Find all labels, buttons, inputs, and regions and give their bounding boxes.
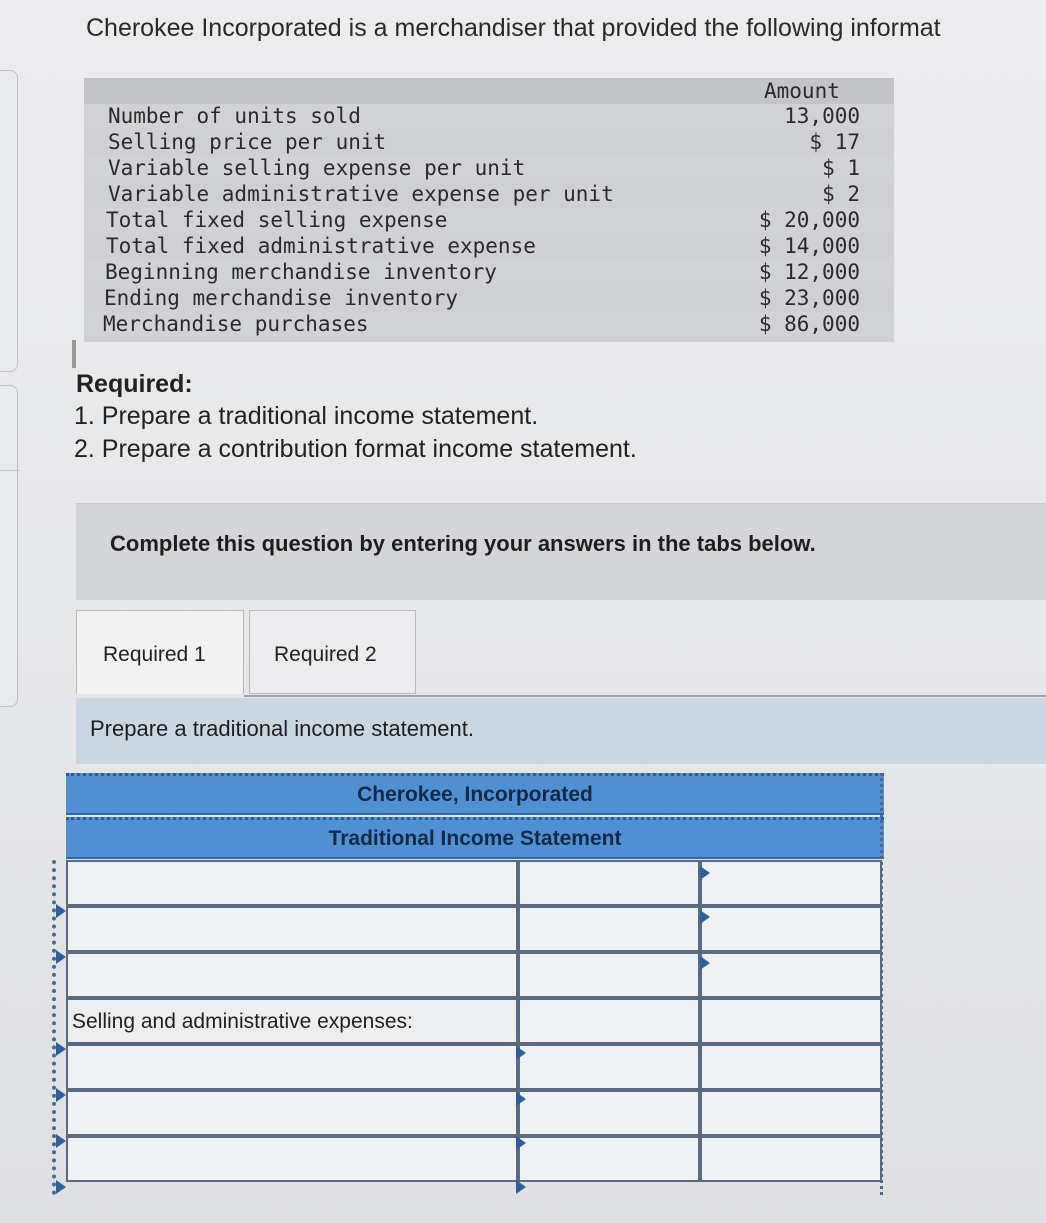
required-item: 2. Prepare a contribution format income statement. (74, 435, 637, 463)
data-row-label: Total fixed administrative expense (106, 234, 536, 258)
instruction-text: Prepare a traditional income statement. (90, 716, 474, 741)
divider (72, 340, 76, 368)
data-row-value: $ 23,000 (758, 286, 860, 310)
caret-right-icon (516, 1180, 526, 1194)
required-heading: Required: (76, 370, 193, 398)
section-label: Selling and administrative expenses: (72, 1010, 413, 1033)
caret-right-icon (56, 904, 66, 918)
amount-column-header: Amount (764, 79, 840, 103)
given-data-table (84, 78, 894, 342)
caret-right-icon (700, 866, 710, 880)
data-row (84, 182, 894, 208)
data-row (84, 208, 894, 234)
caret-right-icon (56, 1088, 66, 1102)
statement-input-cell[interactable] (518, 1136, 700, 1182)
caret-right-icon (56, 1042, 66, 1056)
data-row-value: $ 17 (809, 130, 860, 154)
statement-input-cell[interactable] (700, 1090, 882, 1136)
caret-right-icon (56, 1180, 66, 1194)
background-panel (0, 385, 18, 707)
data-row (84, 234, 894, 260)
required-item: 1. Prepare a traditional income statement. (74, 402, 539, 430)
statement-input-cell[interactable] (518, 906, 700, 952)
data-row (84, 130, 894, 156)
tab-underline (244, 695, 1046, 697)
tab-label: Required 2 (274, 643, 377, 666)
banner-text: Complete this question by entering your answers in the tabs below. (110, 531, 816, 556)
data-row (84, 104, 894, 130)
caret-right-icon (56, 1134, 66, 1148)
statement-input-cell[interactable] (66, 1136, 518, 1182)
data-row (84, 312, 894, 338)
data-row-value: $ 20,000 (758, 208, 860, 232)
data-row (84, 286, 894, 312)
background-panel (0, 70, 18, 372)
caret-right-icon (56, 950, 66, 964)
data-row-label: Beginning merchandise inventory (105, 260, 497, 284)
data-row-value: $ 86,000 (758, 312, 860, 336)
data-row-label: Selling price per unit (108, 130, 387, 154)
statement-input-cell[interactable] (700, 1136, 882, 1182)
statement-input-cell[interactable] (518, 1090, 700, 1136)
statement-label-cell (66, 998, 518, 1044)
statement-input-cell[interactable] (700, 860, 882, 906)
statement-input-cell[interactable] (700, 998, 882, 1044)
statement-input-cell[interactable] (518, 952, 700, 998)
caret-right-icon (700, 956, 710, 970)
data-row-value: $ 1 (822, 156, 860, 180)
caret-right-icon (516, 1136, 526, 1150)
problem-intro: Cherokee Incorporated is a merchandiser that provided the following informat (86, 14, 941, 42)
statement-input-cell[interactable] (66, 860, 518, 906)
data-row-label: Number of units sold (108, 104, 361, 128)
data-row-value: $ 12,000 (758, 260, 860, 284)
statement-title: Traditional Income Statement (66, 817, 884, 859)
data-row (84, 156, 894, 182)
statement-input-cell[interactable] (700, 1044, 882, 1090)
divider (0, 470, 20, 471)
caret-right-icon (516, 1046, 526, 1060)
statement-input-cell[interactable] (66, 952, 518, 998)
statement-input-cell[interactable] (518, 998, 700, 1044)
data-row (84, 260, 894, 286)
data-row-label: Variable selling expense per unit (108, 156, 526, 180)
caret-right-icon (516, 1092, 526, 1106)
tab-required-2[interactable] (249, 610, 416, 694)
data-row-value: $ 2 (822, 182, 860, 206)
caret-right-icon (700, 910, 710, 924)
tab-required-1[interactable] (76, 610, 244, 694)
statement-input-cell[interactable] (700, 952, 882, 998)
tab-label: Required 1 (103, 643, 206, 666)
statement-input-cell[interactable] (66, 906, 518, 952)
data-row-label: Ending merchandise inventory (104, 286, 459, 310)
statement-input-cell[interactable] (66, 1044, 518, 1090)
data-row-label: Merchandise purchases (103, 312, 369, 336)
company-name: Cherokee, Incorporated (66, 773, 884, 815)
statement-input-cell[interactable] (700, 906, 882, 952)
statement-input-cell[interactable] (66, 1090, 518, 1136)
data-row-label: Total fixed selling expense (106, 208, 448, 232)
data-row-value: $ 14,000 (758, 234, 860, 258)
statement-input-cell[interactable] (518, 1044, 700, 1090)
data-row-label: Variable administrative expense per unit (108, 182, 614, 206)
data-row-value: 13,000 (784, 104, 860, 128)
statement-input-cell[interactable] (518, 860, 700, 906)
